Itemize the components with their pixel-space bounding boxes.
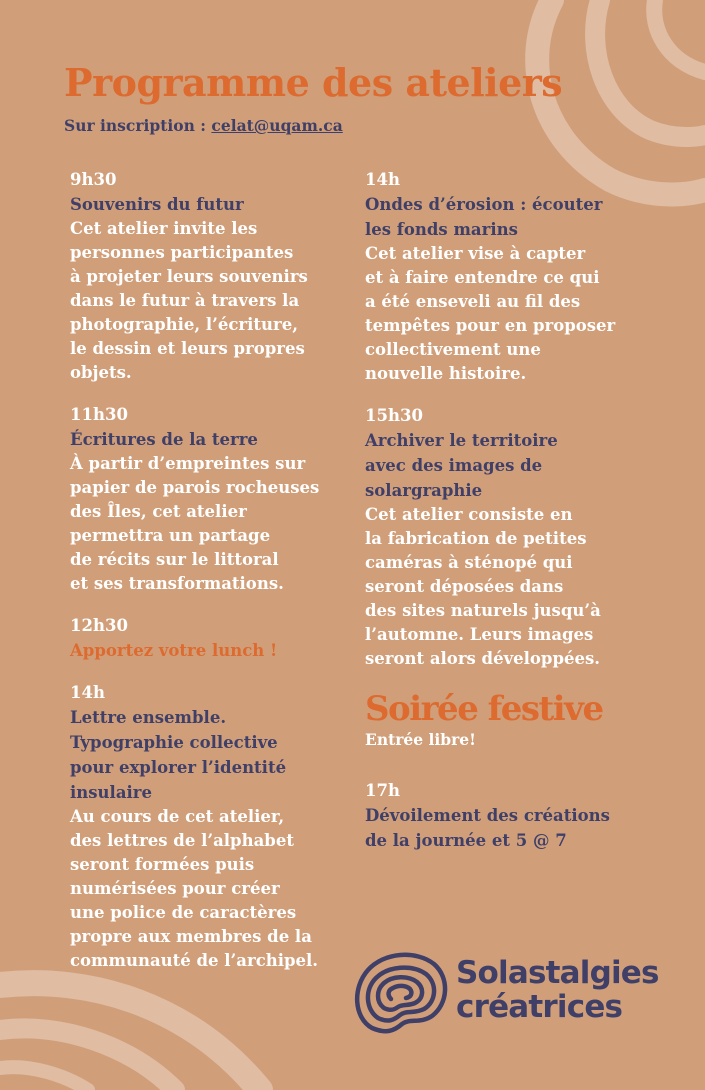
lunch-12h30	[70, 614, 360, 663]
workshop-description: À partir d’empreintes sur papier de parois rocheuses des Îles, cet atelier permettra un partage de récits sur le littoral et ses transformations.	[70, 454, 320, 593]
evening-event	[365, 779, 665, 853]
workshop-description: Au cours de cet atelier, des lettres de l’alphabet seront formées puis numérisées pour créer une police de caractères propre aux membres de la communauté de l’archipel.	[70, 807, 319, 970]
logo-wordmark	[456, 956, 659, 1024]
registration-info	[64, 116, 343, 135]
workshop-time: 15h30	[365, 406, 423, 425]
workshop-time: 11h30	[70, 405, 128, 424]
logo	[350, 948, 690, 1038]
deco-ring-bottom-1	[0, 983, 260, 1090]
workshop-time: 14h	[365, 170, 400, 189]
workshop-15h30	[365, 404, 665, 671]
workshop-description: Cet atelier invite les personnes participantes à projeter leurs souvenirs dans le futur à travers la photographie, l’écriture, le dessin et leurs propres objets.	[70, 219, 308, 382]
evening-admission: Entrée libre!	[365, 730, 476, 749]
workshop-9h30	[70, 168, 360, 385]
lunch-note: Apportez votre lunch !	[70, 641, 278, 660]
schedule-right-column	[365, 168, 665, 871]
workshop-14h-typographie	[70, 681, 360, 973]
page-title: Programme des ateliers	[64, 60, 563, 105]
registration-label: Sur inscription :	[64, 116, 212, 135]
logo-line-2: créatrices	[456, 989, 623, 1025]
deco-ring-bottom-2	[0, 1028, 175, 1090]
registration-email-link[interactable]: celat@uqam.ca	[211, 116, 343, 135]
workshop-time: 9h30	[70, 170, 117, 189]
deco-ring-bottom-3	[0, 1067, 88, 1090]
workshop-14h-ondes	[365, 168, 665, 386]
workshop-title: Archiver le territoire avec des images de solargraphie	[365, 431, 558, 500]
workshop-title: Lettre ensemble. Typographie collective pour explorer l’identité insulaire	[70, 708, 287, 802]
workshop-description: Cet atelier consiste en la fabrication de petites caméras à sténopé qui seront déposées dans des sites naturels jusqu’à l’automne. Leurs images seront alors développées.	[365, 505, 601, 668]
workshop-11h30	[70, 403, 360, 596]
logo-line-1: Solastalgies	[456, 955, 659, 991]
workshop-title: Ondes d’érosion : écouter les fonds marins	[365, 195, 603, 239]
evening-time: 17h	[365, 781, 400, 800]
spiral-logo-icon	[350, 948, 455, 1038]
workshop-title: Écritures de la terre	[70, 430, 258, 449]
workshop-time: 14h	[70, 683, 105, 702]
workshop-description: Cet atelier vise à capter et à faire entendre ce qui a été enseveli au fil des tempêtes pour en proposer collectivement une nouvelle histoire.	[365, 244, 616, 383]
deco-ring-top-2	[595, 0, 705, 137]
deco-ring-top-3	[654, 0, 705, 72]
evening-title: Soirée festive	[365, 689, 603, 729]
deco-ring-top-1	[537, 0, 705, 194]
evening-event-title: Dévoilement des créations de la journée et 5 @ 7	[365, 806, 610, 850]
schedule-left-column	[70, 168, 360, 991]
workshop-title: Souvenirs du futur	[70, 195, 244, 214]
lunch-time: 12h30	[70, 616, 128, 635]
